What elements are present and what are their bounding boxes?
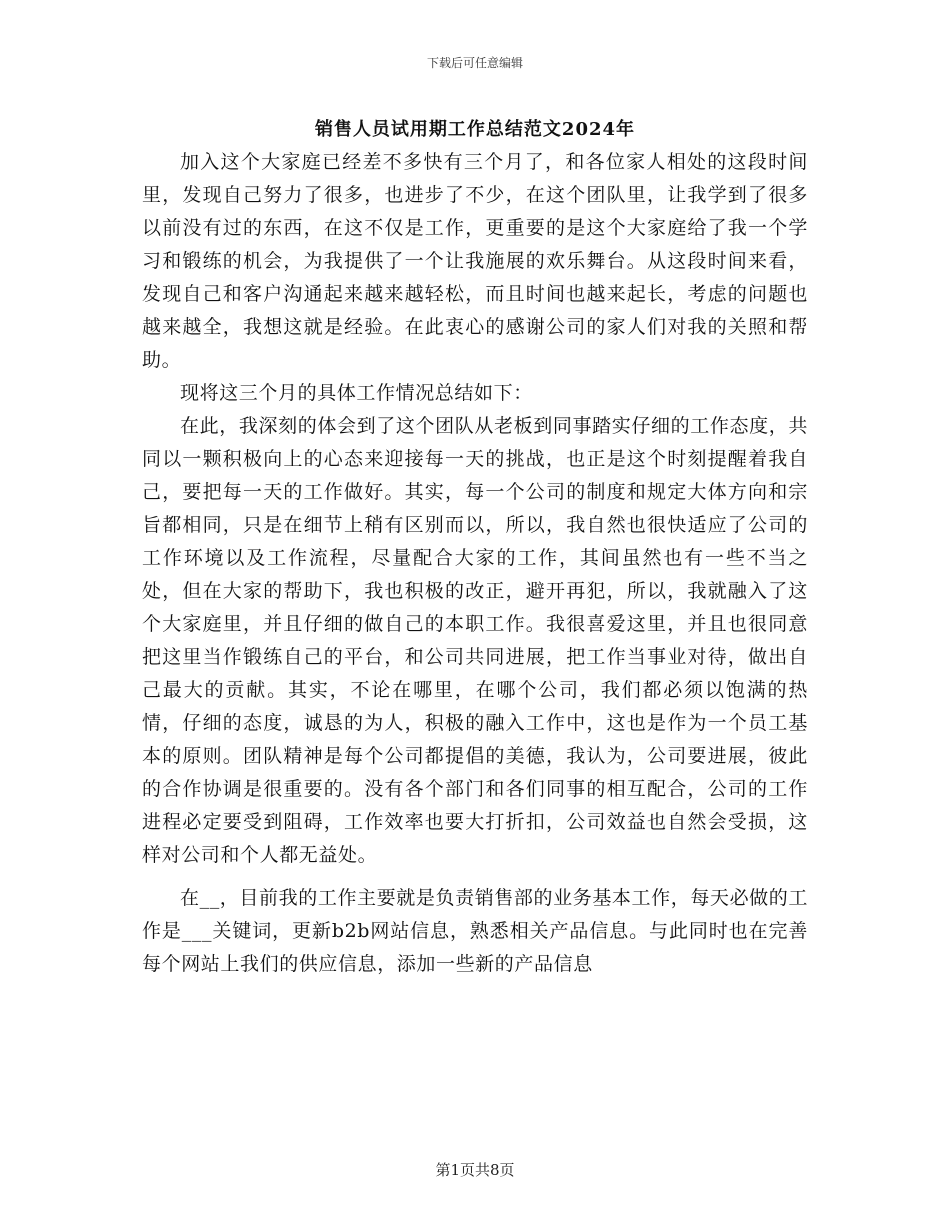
document-body: [142, 146, 808, 981]
paragraph-summary-lead: 现将这三个月的具体工作情况总结如下：: [180, 382, 533, 404]
paragraph-daily-work: 在__，目前我的工作主要就是负责销售部的业务基本工作，每天必做的工作是___关键词，更新b2b网站信息，熟悉相关产品信息。与此同时也在完善每个网站上我们的供应信息，添加一些新的产品信息: [142, 887, 808, 975]
header-note: 下载后可任意编辑: [426, 56, 523, 70]
document-title: 销售人员试用期工作总结范文2024年: [314, 119, 636, 140]
paragraph-intro: 加入这个大家庭已经差不多快有三个月了，和各位家人相处的这段时间里，发现自己努力了很多，也进步了不少，在这个团队里，让我学到了很多以前没有过的东西，在这不仅是工作，更重要的是这个大家庭给了我一个学习和锻练的机会，为我提供了一个让我施展的欢乐舞台。从这段时间来看，发现自己和客户沟通起来越来越轻松，而且时间也越来起长，考虑的问题也越来越全，我想这就是经验。在此衷心的感谢公司的家人们对我的关照和帮助。: [142, 151, 808, 371]
page-number: 第1页共8页: [435, 1161, 515, 1179]
paragraph-team-spirit: 在此，我深刻的体会到了这个团队从老板到同事踏实仔细的工作态度，共同以一颗积极向上的心态来迎接每一天的挑战，也正是这个时刻提醒着我自己，要把每一天的工作做好。其实，每一个公司的制度和规定大体方向和宗旨都相同，只是在细节上稍有区别而以，所以，我自然也很快适应了公司的工作环境以及工作流程，尽量配合大家的工作，其间虽然也有一些不当之处，但在大家的帮助下，我也积极的改正，避开再犯，所以，我就融入了这个大家庭里，并且仔细的做自己的本职工作。我很喜爱这里，并且也很同意把这里当作锻练自己的平台，和公司共同进展，把工作当事业对待，做出自己最大的贡献。其实，不论在哪里，在哪个公司，我们都必须以饱满的热情，仔细的态度，诚恳的为人，积极的融入工作中，这也是作为一个员工基本的原则。团队精神是每个公司都提倡的美德，我认为，公司要进展，彼此的合作协调是很重要的。没有各个部门和各们同事的相互配合，公司的工作进程必定要受到阻碍，工作效率也要大打折扣，公司效益也自然会受损，这样对公司和个人都无益处。: [142, 415, 808, 866]
